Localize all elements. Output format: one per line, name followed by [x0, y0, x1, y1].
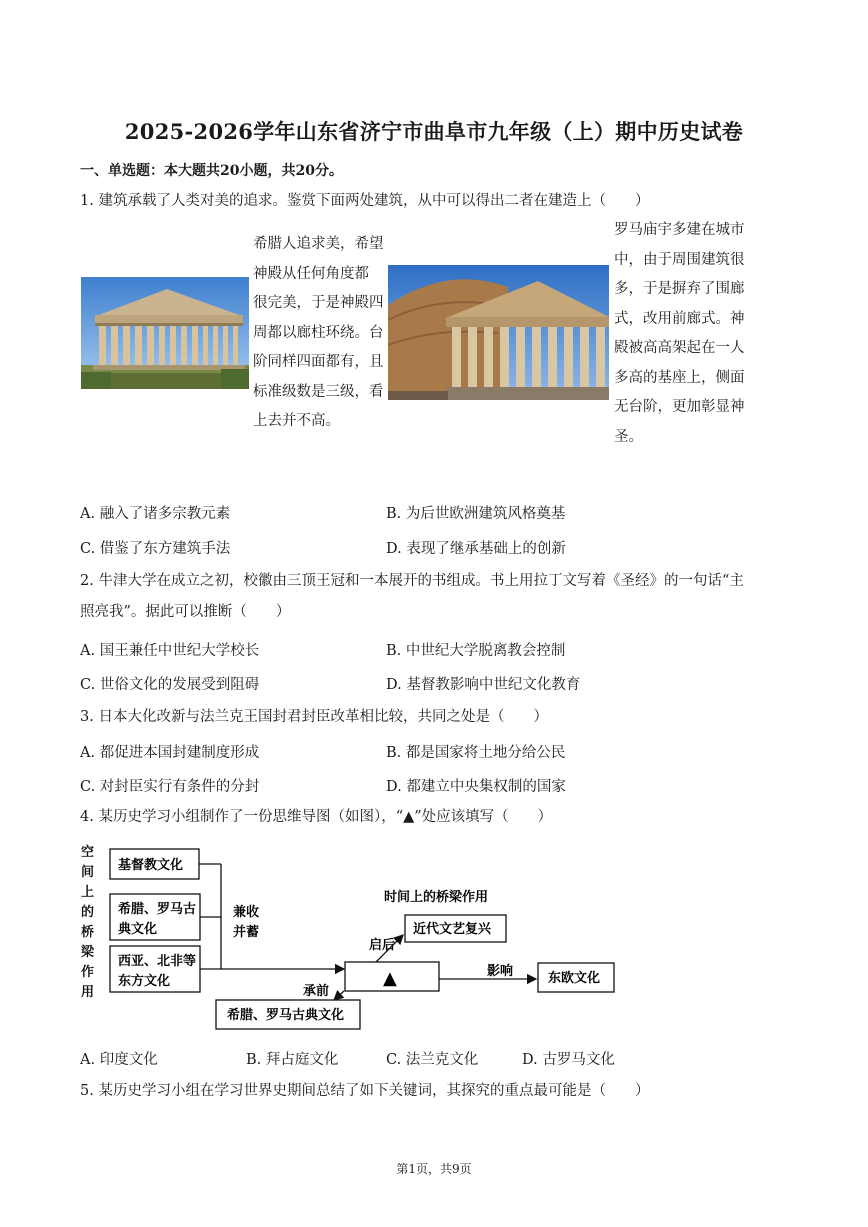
- q1-option-a: A. 融入了诸多宗教元素: [80, 506, 231, 522]
- box-renaissance-label: 近代文艺复兴: [413, 922, 492, 937]
- q1-option-d: D. 表现了继承基础上的创新: [386, 541, 566, 557]
- greek-line: 希腊人追求美，希望: [253, 236, 384, 252]
- absorb-label-line: 兼收: [233, 905, 260, 920]
- q2-option-d: D. 基督教影响中世纪文化教育: [386, 677, 581, 693]
- chengqian-label: 承前: [303, 984, 330, 999]
- q4-option-d: D. 古罗马文化: [522, 1052, 615, 1068]
- yingxiang-label: 影响: [487, 964, 514, 979]
- greek-line: 周都以廊柱环绕。台: [253, 324, 384, 341]
- greek-line: 标准级数是三级，看: [253, 383, 384, 400]
- q3-option-c: C. 对封臣实行有条件的分封: [80, 779, 260, 795]
- qihou-label: 启后: [369, 938, 396, 953]
- q3-option-a: A. 都促进本国封建制度形成: [80, 745, 260, 761]
- roman-description: [614, 216, 754, 452]
- page-title: 2025-2026学年山东省济宁市曲阜市九年级（上）期中历史试卷: [124, 119, 744, 144]
- box-east-culture-line: 东方文化: [118, 974, 171, 989]
- roman-line: 罗马庙宇多建在城市: [614, 222, 745, 238]
- greek-temple-image: [81, 277, 249, 389]
- question-1-stem: 1. 建筑承载了人类对美的追求。鉴赏下面两处建筑，从中可以得出二者在建造上（ ）: [80, 193, 650, 209]
- greek-line: 神殿从任何角度都: [253, 265, 369, 282]
- page-footer: 第1页，共9页: [396, 1162, 472, 1176]
- question-5-stem: 5. 某历史学习小组在学习世界史期间总结了如下关键词，其探究的重点最可能是（ ）: [80, 1083, 650, 1099]
- greek-line: 很完美，于是神殿四: [253, 295, 384, 311]
- side-label-char: 空: [81, 845, 95, 860]
- roman-line: 圣。: [614, 428, 643, 445]
- box-greek-roman-classic-label: 希腊、罗马古典文化: [227, 1008, 345, 1023]
- side-label-char: 桥: [81, 925, 95, 940]
- q1-option-c: C. 借鉴了东方建筑手法: [80, 541, 231, 557]
- question-3-stem: 3. 日本大化改新与法兰克王国封君封臣改革相比较，共同之处是（ ）: [80, 709, 548, 725]
- box-east-europe-label: 东欧文化: [548, 971, 601, 986]
- question-4-stem: 4. 某历史学习小组制作了一份思维导图（如图），“▲”处应该填写（ ）: [80, 809, 553, 825]
- side-label-char: 用: [81, 985, 95, 1000]
- q2-option-c: C. 世俗文化的发展受到阻碍: [80, 677, 260, 693]
- q4-option-b: B. 拜占庭文化: [246, 1052, 339, 1068]
- question-2-stem-line2: 照亮我”。据此可以推断（ ）: [80, 604, 291, 620]
- absorb-label-line: 并蓄: [233, 925, 260, 940]
- section-heading: 一、单选题：本大题共20小题，共20分。: [80, 163, 343, 179]
- greek-description: [253, 230, 385, 437]
- q3-option-d: D. 都建立中央集权制的国家: [386, 779, 566, 795]
- box-christian-culture-label: 基督教文化: [118, 858, 184, 873]
- roman-temple-image: [388, 265, 609, 400]
- time-bridge-label: 时间上的桥梁作用: [384, 890, 489, 905]
- roman-line: 殿被高高架起在一人: [614, 340, 745, 356]
- q2-option-a: A. 国王兼任中世纪大学校长: [80, 643, 260, 659]
- roman-line: 中，由于周围建筑很: [614, 251, 745, 268]
- side-label-char: 上: [81, 885, 95, 900]
- roman-line: 多，于是摒弃了围廊: [614, 281, 745, 297]
- question-2-stem-line1: 2. 牛津大学在成立之初，校徽由三顶王冠和一本展开的书组成。书上用拉丁文写着《圣经》的一句话“主: [80, 573, 744, 589]
- side-label-char: 作: [81, 965, 95, 980]
- side-label-char: 的: [81, 905, 95, 920]
- greek-line: 阶同样四面都有，且: [253, 354, 384, 370]
- q1-option-b: B. 为后世欧洲建筑风格奠基: [386, 506, 566, 522]
- q2-option-b: B. 中世纪大学脱离教会控制: [386, 643, 566, 659]
- q3-option-b: B. 都是国家将土地分给公民: [386, 745, 566, 761]
- box-east-culture-line: 西亚、北非等: [118, 954, 197, 969]
- center-triangle: ▲: [383, 968, 397, 989]
- roman-line: 多高的基座上，侧面: [614, 369, 745, 386]
- box-greek-roman-line: 希腊、罗马古: [118, 902, 197, 917]
- roman-line: 式，改用前廊式。神: [614, 310, 745, 327]
- side-label-char: 梁: [81, 945, 95, 960]
- side-label-char: 间: [81, 865, 95, 880]
- greek-line: 上去并不高。: [253, 413, 340, 429]
- mind-map-diagram: [76, 838, 626, 1038]
- roman-line: 无台阶，更加彰显神: [614, 399, 745, 415]
- box-greek-roman-line: 典文化: [118, 922, 158, 937]
- q4-option-c: C. 法兰克文化: [386, 1052, 479, 1068]
- q4-option-a: A. 印度文化: [80, 1052, 158, 1068]
